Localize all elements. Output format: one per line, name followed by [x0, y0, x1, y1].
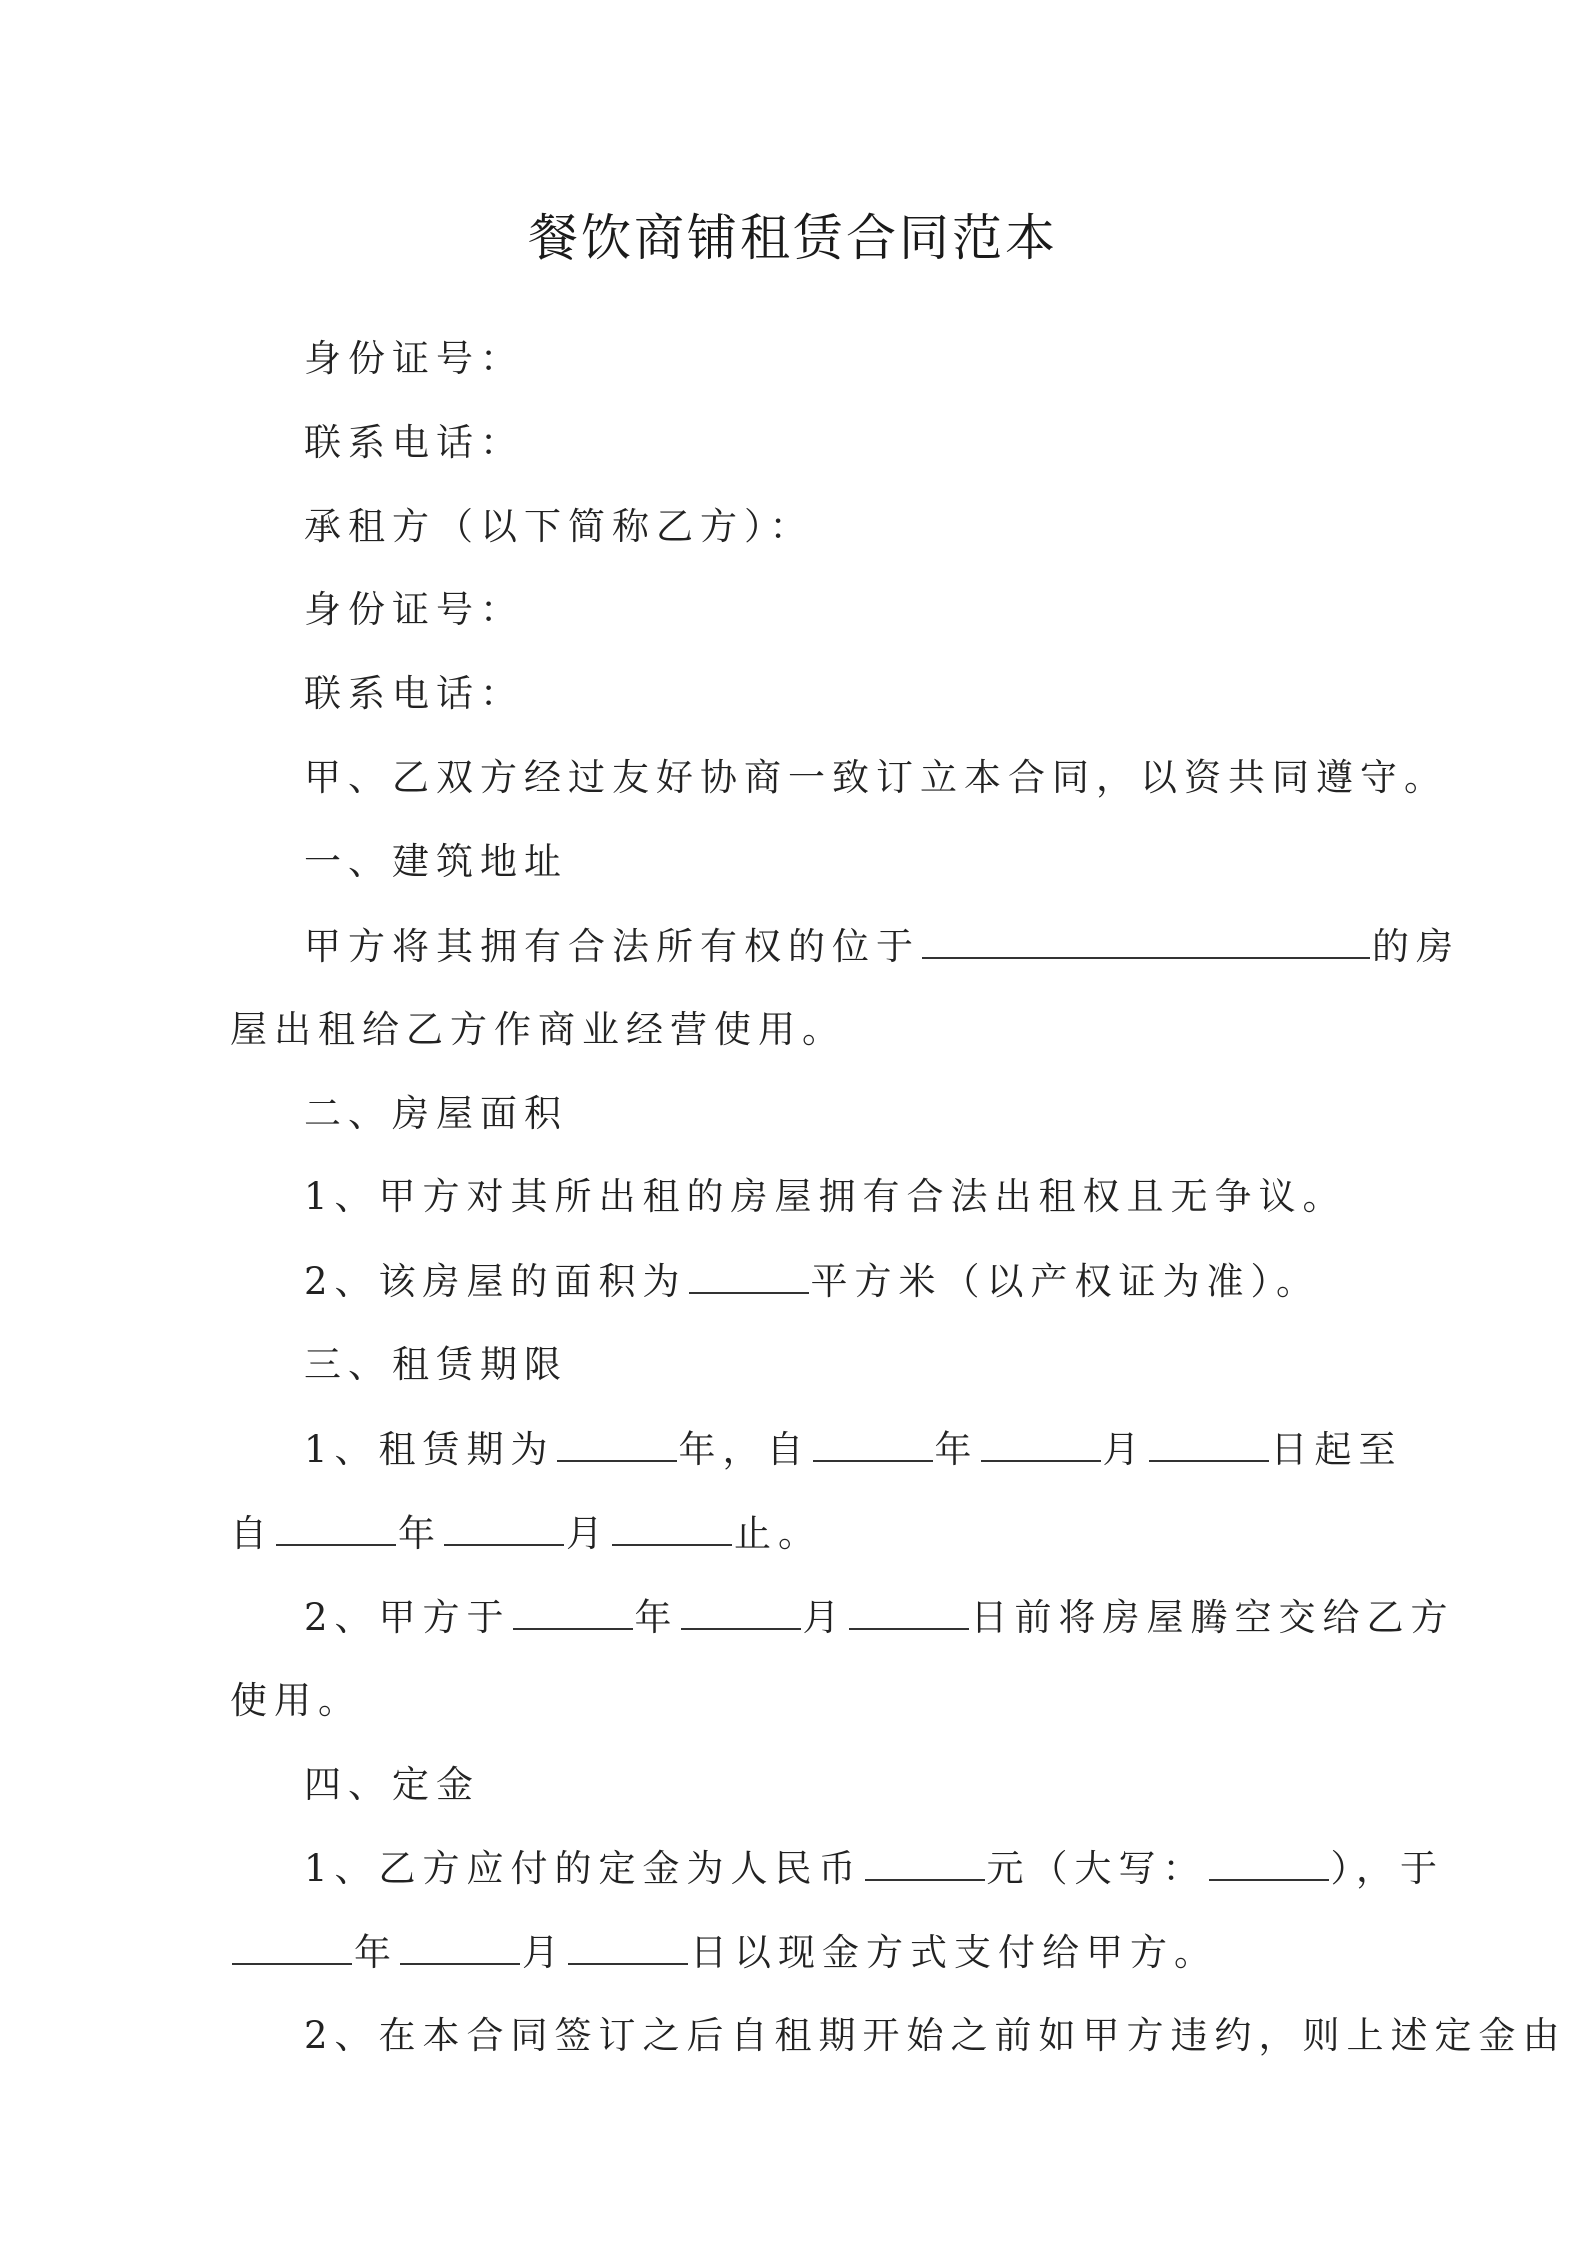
handover-day-blank [849, 1598, 969, 1630]
deposit-year-blank [232, 1933, 352, 1965]
clause-text: 2、该房屋的面积为 [304, 1260, 687, 1303]
start-month-blank [981, 1430, 1101, 1462]
clause-text: 年 [634, 1596, 679, 1639]
clause-text: 1、租赁期为 [304, 1428, 555, 1471]
clause-text: 年 [354, 1931, 398, 1974]
phone-label: 联系电话： [304, 421, 524, 464]
area-blank [689, 1262, 809, 1294]
handover-year-blank [513, 1598, 633, 1630]
term-item-1-line-2 [230, 1512, 822, 1555]
clause-text: 月 [1102, 1428, 1147, 1471]
area-item-1: 1、甲方对其所出租的房屋拥有合法出租权且无争议。 [304, 1175, 1347, 1218]
clause-text: 自 [230, 1512, 274, 1555]
term-years-blank [557, 1430, 677, 1462]
tenant-id-number-label: 身份证号： [304, 588, 524, 631]
section-3-heading: 三、租赁期限 [304, 1343, 568, 1386]
clause-text: 1、乙方应付的定金为人民币 [304, 1847, 863, 1890]
clause-text: 元（大写： [986, 1847, 1207, 1890]
term-item-2-line-1 [304, 1596, 1455, 1639]
clause-text: 日以现金方式支付给甲方。 [690, 1931, 1218, 1974]
deposit-day-blank [568, 1933, 688, 1965]
address-blank [922, 927, 1370, 959]
clause-text: 2、甲方于 [304, 1596, 511, 1639]
handover-month-blank [681, 1598, 801, 1630]
deposit-uppercase-blank [1209, 1849, 1329, 1881]
clause-text: 月 [802, 1596, 847, 1639]
deposit-item-1-line-1 [304, 1847, 1445, 1890]
end-month-blank [444, 1514, 564, 1546]
start-year-blank [813, 1430, 933, 1462]
deposit-amount-blank [865, 1849, 985, 1881]
clause-address-line-1 [304, 925, 1460, 968]
tenant-label: 承租方（以下简称乙方）： [304, 505, 814, 548]
deposit-month-blank [400, 1933, 520, 1965]
id-number-label: 身份证号： [304, 337, 524, 380]
start-day-blank [1149, 1430, 1269, 1462]
end-year-blank [276, 1514, 396, 1546]
clause-text: 甲方将其拥有合法所有权的位于 [304, 925, 920, 968]
clause-address-line-2: 屋出租给乙方作商业经营使用。 [230, 1008, 846, 1051]
section-4-heading: 四、定金 [304, 1763, 480, 1806]
term-item-1-line-1 [304, 1428, 1403, 1471]
section-2-heading: 二、房屋面积 [304, 1092, 568, 1135]
term-item-2-line-2: 使用。 [230, 1679, 362, 1722]
clause-text: 年，自 [678, 1428, 811, 1471]
deposit-item-2: 2、在本合同签订之后自租期开始之前如甲方违约，则上述定金由 [304, 2014, 1567, 2057]
area-item-2 [304, 1260, 1321, 1303]
clause-text: 月 [566, 1512, 610, 1555]
clause-text: 月 [522, 1931, 566, 1974]
clause-text: 年 [934, 1428, 979, 1471]
clause-text: ），于 [1330, 1847, 1445, 1890]
clause-text: 平方米（以产权证为准）。 [810, 1260, 1321, 1303]
clause-text: 日起至 [1270, 1428, 1403, 1471]
deposit-item-1-line-2 [230, 1931, 1218, 1974]
clause-text: 的房 [1372, 925, 1460, 968]
clause-text: 年 [398, 1512, 442, 1555]
document-title: 餐饮商铺租赁合同范本 [528, 209, 1058, 267]
clause-text: 日前将房屋腾空交给乙方 [970, 1596, 1455, 1639]
clause-text: 止。 [734, 1512, 822, 1555]
end-day-blank [612, 1514, 732, 1546]
tenant-phone-label: 联系电话： [304, 672, 524, 715]
agreement-intro: 甲、乙双方经过友好协商一致订立本合同，以资共同遵守。 [304, 756, 1448, 799]
section-1-heading: 一、建筑地址 [304, 840, 568, 883]
